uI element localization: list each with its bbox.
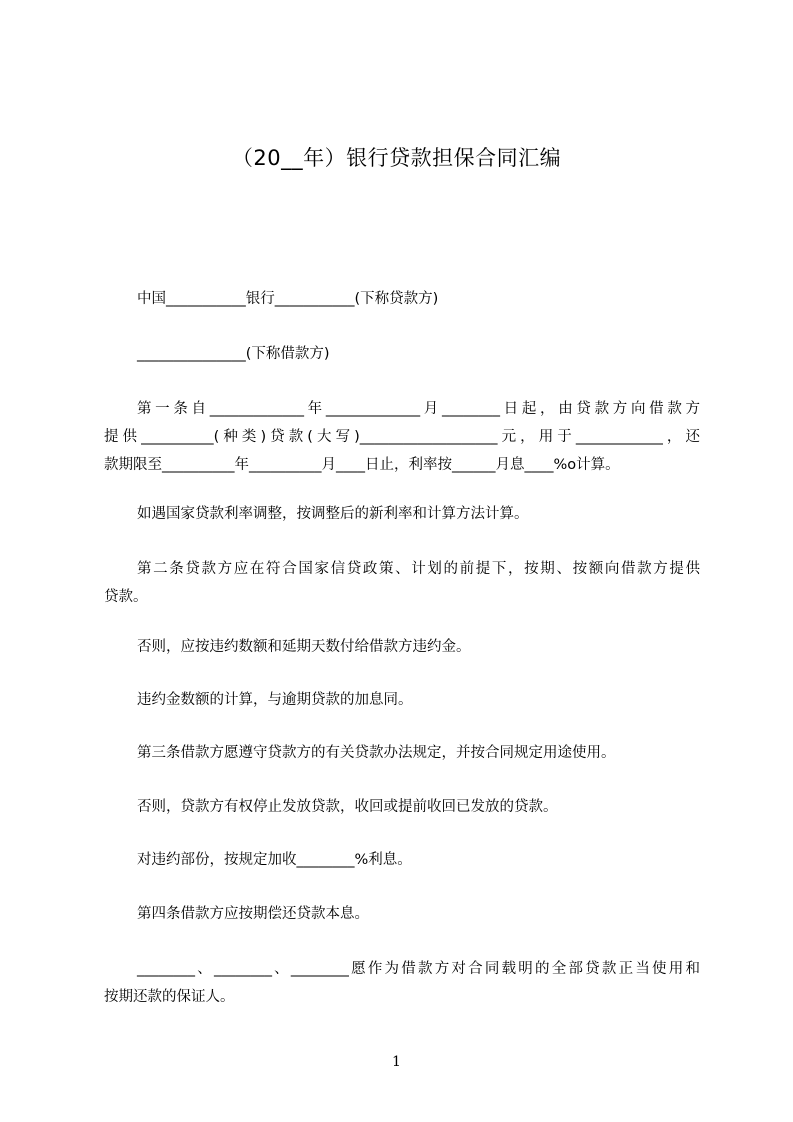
text-line: 贷款。 — [104, 589, 148, 605]
text-line: 违约金数额的计算，与逾期贷款的加息同。 — [137, 692, 413, 708]
text-line: ________、________、________愿作为借款方对合同载明的全部贷款正当使用和 — [137, 961, 700, 977]
surcharge-clause — [137, 846, 743, 874]
text-line: 提供__________(种类)贷款(大写)___________________元，用于____________，还 — [104, 429, 700, 445]
text-line: 中国___________银行___________(下称贷款方) — [137, 291, 439, 307]
article-2 — [104, 555, 700, 611]
document-title: （20__年）银行贷款担保合同汇编 — [231, 146, 562, 170]
text-line: 对违约部份，按规定加收________%利息。 — [137, 852, 412, 868]
article-1 — [104, 395, 700, 479]
lender-line — [137, 285, 743, 313]
penalty-clause — [137, 633, 743, 661]
text-line: 按期还款的保证人。 — [104, 989, 235, 1005]
text-line: 第一条自_____________年_____________月________日起，由贷款方向借款方 — [137, 401, 700, 417]
text-line: 否则，应按违约数额和延期天数付给借款方违约金。 — [137, 639, 471, 655]
text-line: 第二条贷款方应在符合国家信贷政策、计划的前提下，按期、按额向借款方提供 — [137, 561, 700, 577]
rate-adjustment — [137, 500, 743, 528]
article-3 — [137, 739, 743, 767]
text-line: 第四条借款方应按期偿还贷款本息。 — [137, 906, 369, 922]
text-line: 第三条借款方愿遵守贷款方的有关贷款办法规定，并按合同规定用途使用。 — [137, 745, 616, 761]
page-number: 1 — [392, 1054, 401, 1070]
text-line: 如遇国家贷款利率调整，按调整后的新利率和计算方法计算。 — [137, 506, 529, 522]
borrower-line — [137, 340, 743, 368]
text-line: 否则，贷款方有权停止发放贷款，收回或提前收回已发放的贷款。 — [137, 799, 558, 815]
guarantor-clause — [104, 955, 700, 1011]
text-line: _______________(下称借款方) — [137, 346, 330, 362]
text-line: 款期限至__________年__________月____日止，利率按______月息____%o计算。 — [104, 457, 620, 473]
stop-loan-clause — [137, 793, 743, 821]
penalty-calculation — [137, 686, 743, 714]
article-4 — [137, 900, 743, 928]
